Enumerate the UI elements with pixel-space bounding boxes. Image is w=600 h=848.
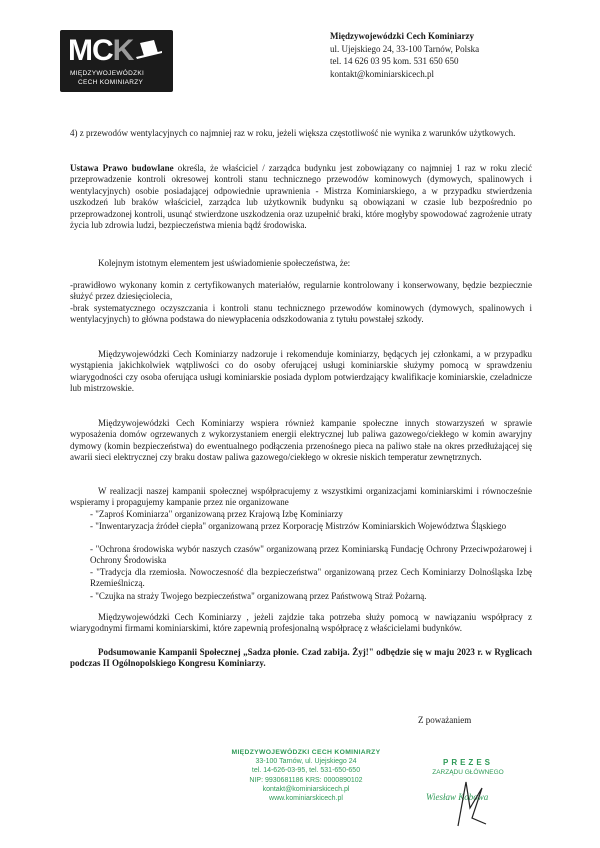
- logo-line-1: MIĘDZYWOJEWÓDZKI: [70, 70, 145, 77]
- logo-mark-k: K: [112, 34, 134, 67]
- paragraph-3: Kolejnym istotnym elementem jest uświadomienie społeczeństwa, że:: [98, 258, 351, 268]
- bullet-2: -brak systematycznego oczyszczania i kontroli stanu technicznego przewodów kominowych (dymowych, spalinowych i wentylacyjnych) to główna podstawa do niewypłacenia odszkodowania z tytułu powstałej szkody.: [70, 303, 532, 325]
- paragraph-2: [70, 163, 532, 231]
- paragraph-1: 4) z przewodów wentylacyjnych co najmniej raz w roku, jeżeli większa częstotliwość nie wynika z warunków użytkowych.: [70, 128, 516, 138]
- closing-greeting: Z poważaniem: [418, 715, 472, 725]
- company-stamp: [226, 748, 386, 803]
- stamp-line: 33-100 Tarnów, ul. Ujejskiego 24: [255, 758, 357, 766]
- list-item: - "Tradycja dla rzemiosła. Nowoczesność dla bezpieczeństwa" organizowaną przez Cech Kominiarzy Dolnośląska Izbę Rzemieślniczą.: [90, 567, 532, 589]
- email-link[interactable]: kontakt@kominiarskicech.pl: [330, 68, 435, 79]
- company-logo: [60, 30, 173, 92]
- organization-name: Międzywojewódzki Cech Kominiarzy: [330, 31, 474, 41]
- summary-paragraph: Podsumowanie Kampanii Społecznej „Sadza płonie. Czad zabija. Żyj!" odbędzie się w maju 2023 r. w Ryglicach podczas II Ogólnopolskiego Kongresu Kominiarzy.: [70, 647, 532, 669]
- stamp-line: kontakt@kominiarskicech.pl: [262, 785, 350, 793]
- list-item: - "Ochrona środowiska wybór naszych czasów" organizowaną przez Kominiarską Fundację Ochrony Przeciwpożarowej i Ochrony Środowiska: [90, 544, 532, 566]
- paragraph-6: Międzywojewódzki Cech Kominiarzy nadzoruje i rekomenduje kominiarzy, będących jej członkami, a w przypadku wystąpienia jakichkolwiek wątpliwości co do osoby oferującej usługi kominiarskie służymy pomocą w sprawdzeniu wiarygodności czy osoba oferująca usługi kominiarskie posiada dyplom potwierdzający kwalifikacje kominiarskie, czeladnicze lub mistrzowskie.: [70, 349, 532, 394]
- stamp-line: www.kominiarskicech.pl: [269, 795, 343, 803]
- paragraph-8: W realizacji naszej kampanii społecznej współpracujemy z wszystkimi organizacjami kominiarskimi i równocześnie wspieramy i propagujemy kampanie przez nie organizowane: [70, 486, 532, 508]
- paragraph-2-text: określa, że właściciel / zarządca budynku jest zobowiązany co najmniej 1 raz w roku zlecić przeprowadzenie kontroli okresowej kontroli stanu technicznego przewodów kominowych (dymowych, spalinowych i wentylacyjnych) osobie posiadającej odpowiednie uprawnienia - Mistrza Kominiarskiego, a w przypadku stwierdzenia uszkodzeń lub braków właściciel, zarządca lub użytkownik budynku są obowiązani w czasie lub bezpośrednio po przeprowadzonej kontroli, usunąć stwierdzone uszkodzenia oraz uzupełnić braki, które mogłyby spowodować zagrożenie utraty życia lub zdrowia ludzi, bezpieczeństwa mienia bądź środowiska.: [70, 163, 532, 231]
- logo-line-2: CECH KOMINIARZY: [78, 79, 144, 86]
- stamp-head: MIĘDZYWOJEWÓDZKI CECH KOMINIARZY: [231, 749, 381, 756]
- logo-mark-text: MC: [68, 34, 113, 67]
- president-subtitle: ZARZĄDU GŁÓWNEGO: [432, 769, 504, 776]
- stamp-line: tel. 14-626-03-95, tel. 531-650-650: [251, 767, 361, 775]
- law-name: Ustawa Prawo budowlane: [70, 163, 174, 173]
- list-item: - "Czujka na straży Twojego bezpieczeństwa" organizowaną przez Państwową Straż Pożarną.: [90, 591, 427, 601]
- paragraph-7: Międzywojewódzki Cech Kominiarzy wspiera również kampanie społeczne innych stowarzyszeń w sprawie wyposażenia domów ogrzewanych z wykorzystaniem energii elektrycznej lub paliwa gazowego/ciekłego w komin awaryjny dymowy (komin bezpieczeństwa) do ewentualnego podłączenia przenośnego pieca na paliwo stałe na okres przedłużającej się awarii sieci elektrycznej czy braku dostaw paliwa gazowego/ciekłego w okresie niskich temperatur zewnętrznych.: [70, 418, 532, 463]
- top-hat-icon: [134, 39, 164, 61]
- list-item: - "Zaproś Kominiarza" organizowaną przez Krajową Izbę Kominiarzy: [90, 509, 343, 519]
- stamp-line: NIP: 9930681186 KRS: 0000890102: [249, 776, 363, 784]
- paragraph-9: Międzywojewódzki Cech Kominiarzy , jeżeli zajdzie taka potrzeba służy pomocą w nawiązaniu współpracy z wiarygodnymi firmami kominiarskimi, które zapewnią profesjonalną współpracę z właścicielami budynków.: [70, 612, 532, 634]
- bullet-1: -prawidłowo wykonany komin z certyfikowanych materiałów, regularnie kontrolowany i konserwowany, będzie bezpiecznie służyć przez dziesięciolecia,: [70, 280, 532, 302]
- president-title: PREZES: [442, 758, 493, 767]
- letterhead: [330, 30, 479, 80]
- address: ul. Ujejskiego 24, 33-100 Tarnów, Polska: [330, 43, 480, 54]
- signature-stroke-icon: [452, 778, 492, 828]
- president-stamp: [420, 758, 516, 776]
- logo-mark: [68, 34, 133, 68]
- list-item: - "Inwentaryzacja źródeł ciepła" organizowaną przez Korporację Mistrzów Kominiarskich Województwa Śląskiego: [90, 521, 507, 531]
- phone: tel. 14 626 03 95 kom. 531 650 650: [330, 56, 459, 66]
- signature: Wiesław Kobowa: [426, 792, 489, 802]
